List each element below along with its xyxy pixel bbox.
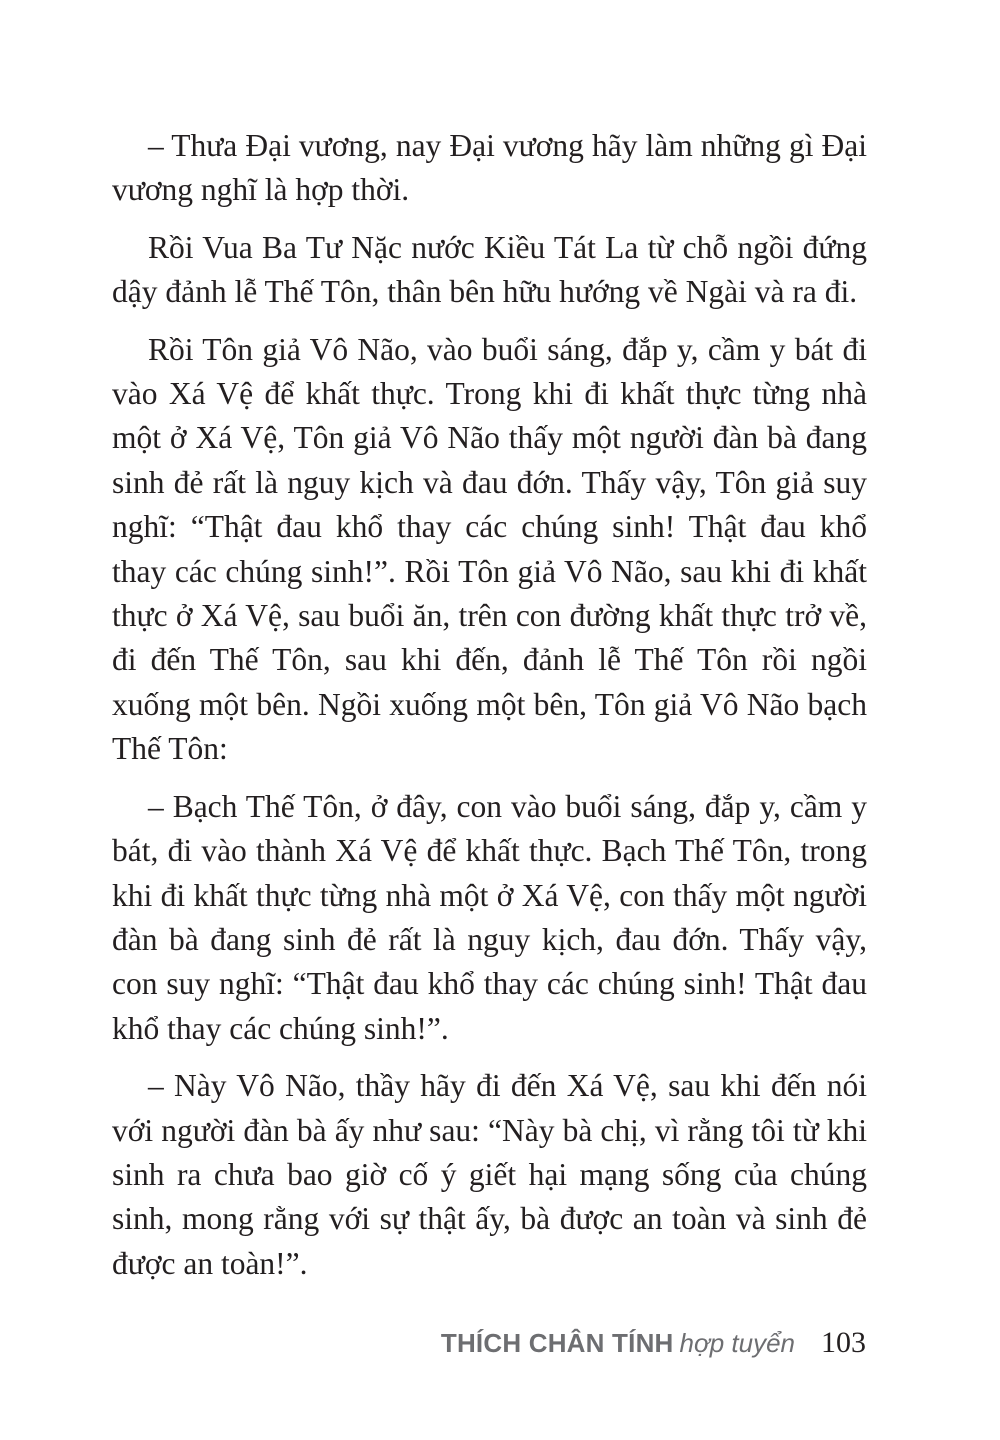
paragraph: Rồi Vua Ba Tư Nặc nước Kiều Tát La từ chỗ ngồi đứng dậy đảnh lễ Thế Tôn, thân bên hữu hướng về Ngài và ra đi. xyxy=(112,229,867,310)
paragraph: – Bạch Thế Tôn, ở đây, con vào buổi sáng, đắp y, cầm y bát, đi vào thành Xá Vệ để khất thực. Bạch Thế Tôn, trong khi đi khất thực từng nhà một ở Xá Vệ, con thấy một người đàn bà đang sinh đẻ rất là nguy kịch, đau đớn. Thấy vậy, con suy nghĩ: “Thật đau khổ thay các chúng sinh! Thật đau khổ thay các chúng sinh!”. xyxy=(112,788,867,1046)
paragraph: – Này Vô Não, thầy hãy đi đến Xá Vệ, sau khi đến nói với người đàn bà ấy như sau: “Này bà chị, vì rằng tôi từ khi sinh ra chưa bao giờ cố ý giết hại mạng sống của chúng sinh, mong rằng với sự thật ấy, bà được an toàn và sinh đẻ được an toàn!”. xyxy=(112,1068,867,1281)
footer-subtitle: hợp tuyển xyxy=(679,1328,795,1358)
paragraph: – Thưa Đại vương, nay Đại vương hãy làm những gì Đại vương nghĩ là hợp thời. xyxy=(112,128,867,208)
paragraph: Rồi Tôn giả Vô Não, vào buổi sáng, đắp y, cầm y bát đi vào Xá Vệ để khất thực. Trong khi đi khất thực từng nhà một ở Xá Vệ, Tôn giả Vô Não thấy một người đàn bà đang sinh đẻ rất là nguy kịch và đau đớn. Thấy vậy, Tôn giả suy nghĩ: “Thật đau khổ thay các chúng sinh! Thật đau khổ thay các chúng sinh!”. Rồi Tôn giả Vô Não, sau khi đi khất thực ở Xá Vệ, sau buổi ăn, trên con đường khất thực trở về, đi đến Thế Tôn, sau khi đến, đảnh lễ Thế Tôn rồi ngồi xuống một bên. Ngồi xuống một bên, Tôn giả Vô Não bạch Thế Tôn: xyxy=(112,331,867,767)
footer-author: THÍCH CHÂN TÍNH xyxy=(440,1328,674,1358)
page-number: 103 xyxy=(821,1326,866,1359)
body-text xyxy=(112,124,867,1286)
page-footer xyxy=(441,1326,866,1370)
